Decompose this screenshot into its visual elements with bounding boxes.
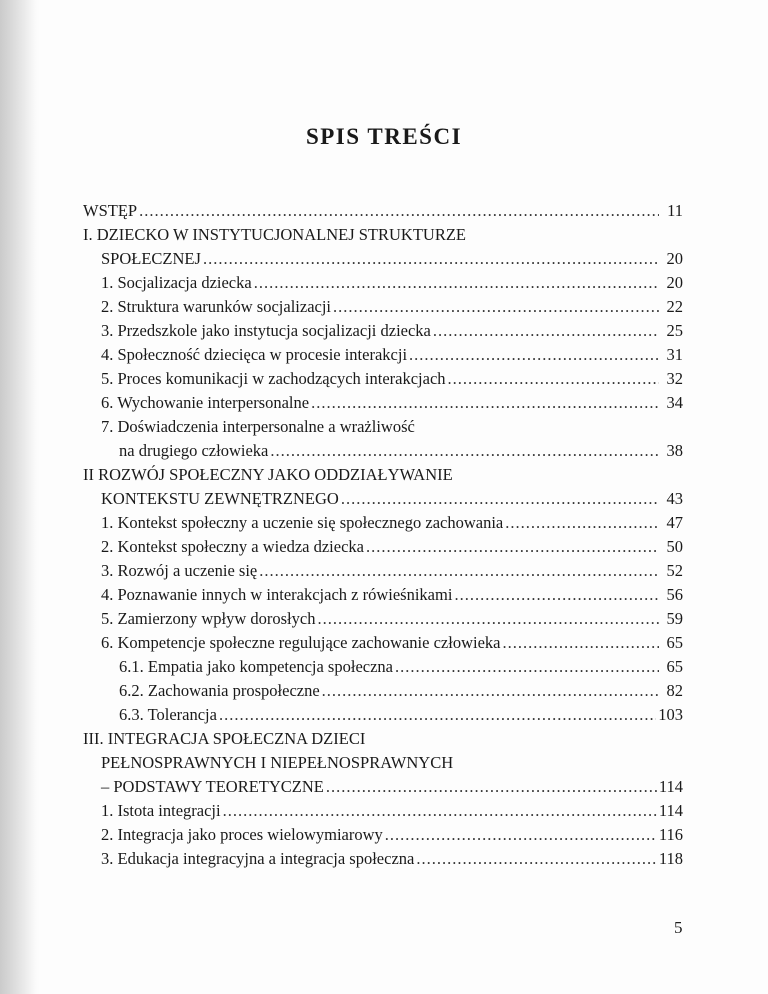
toc-entry bbox=[83, 199, 683, 223]
toc-entry bbox=[83, 631, 683, 655]
toc-page-number: 34 bbox=[666, 393, 683, 412]
toc-page-number: 38 bbox=[666, 441, 683, 460]
toc-heading-line bbox=[83, 751, 683, 775]
toc-entry bbox=[83, 271, 683, 295]
toc-entry-label: 6. Wychowanie interpersonalne bbox=[101, 393, 310, 412]
toc-entry bbox=[83, 847, 683, 871]
toc-leader-dots bbox=[259, 559, 659, 583]
toc-entry-label: 6. Kompetencje społeczne regulujące zachowanie człowieka bbox=[101, 633, 501, 652]
toc-entry-label: 3. Rozwój a uczenie się bbox=[101, 561, 258, 580]
toc-entry-label: 6.2. Zachowania prospołeczne bbox=[119, 681, 320, 700]
toc-page-number: 22 bbox=[666, 297, 683, 316]
toc-page-number: 114 bbox=[658, 801, 683, 820]
toc-entry bbox=[83, 319, 683, 343]
toc-leader-dots bbox=[395, 655, 659, 679]
toc-page-number: 65 bbox=[666, 633, 683, 652]
toc-entry-label: 2. Struktura warunków socjalizacji bbox=[101, 297, 332, 316]
toc-page-number: 25 bbox=[666, 321, 683, 340]
page-number: 5 bbox=[674, 918, 683, 937]
toc-entry-label: 5. Zamierzony wpływ dorosłych bbox=[101, 609, 316, 628]
toc-page-number: 65 bbox=[666, 657, 683, 676]
toc-page-number: 103 bbox=[658, 705, 683, 724]
toc-entry-label: 6.1. Empatia jako kompetencja społeczna bbox=[119, 657, 393, 676]
toc-entry bbox=[83, 295, 683, 319]
toc-entry-label: WSTĘP bbox=[83, 201, 138, 220]
toc-heading-line bbox=[83, 415, 683, 439]
toc-leader-dots bbox=[502, 631, 659, 655]
page-title: SPIS TREŚCI bbox=[305, 124, 463, 149]
toc-entry bbox=[83, 607, 683, 631]
toc-entry-label: 1. Istota integracji bbox=[101, 801, 221, 820]
toc-entry bbox=[83, 535, 683, 559]
toc-leader-dots bbox=[317, 607, 659, 631]
toc-leader-dots bbox=[254, 271, 659, 295]
toc-entry bbox=[83, 703, 683, 727]
toc-entry-label: 2. Kontekst społeczny a wiedza dziecka bbox=[101, 537, 364, 556]
toc-entry-label: III. INTEGRACJA SPOŁECZNA DZIECI bbox=[83, 729, 366, 748]
toc-entry-label: 3. Przedszkole jako instytucja socjalizacji dziecka bbox=[101, 321, 431, 340]
toc-entry-label: 3. Edukacja integracyjna a integracja społeczna bbox=[101, 849, 415, 868]
toc-entry-label: na drugiego człowieka bbox=[119, 441, 269, 460]
toc-page-number: 20 bbox=[666, 249, 683, 268]
toc-page-number: 116 bbox=[658, 825, 683, 844]
toc-heading-line bbox=[83, 223, 683, 247]
toc-leader-dots bbox=[366, 535, 659, 559]
toc-leader-dots bbox=[505, 511, 659, 535]
toc-leader-dots bbox=[223, 799, 657, 823]
toc-page-number: 32 bbox=[666, 369, 683, 388]
toc-entry bbox=[83, 679, 683, 703]
toc-heading-line bbox=[83, 727, 683, 751]
toc-leader-dots bbox=[448, 367, 659, 391]
toc-leader-dots bbox=[203, 247, 659, 271]
toc-leader-dots bbox=[416, 847, 657, 871]
toc-page-number: 31 bbox=[666, 345, 683, 364]
toc-entry bbox=[83, 511, 683, 535]
toc-page-number: 11 bbox=[667, 201, 683, 220]
toc-entry-label: 4. Społeczność dziecięca w procesie interakcji bbox=[101, 345, 408, 364]
toc-entry-label: II ROZWÓJ SPOŁECZNY JAKO ODDZIAŁYWANIE bbox=[83, 465, 453, 484]
toc-entry bbox=[83, 799, 683, 823]
toc-leader-dots bbox=[341, 487, 659, 511]
toc-leader-dots bbox=[139, 199, 659, 223]
toc-leader-dots bbox=[322, 679, 659, 703]
toc-heading-line bbox=[83, 463, 683, 487]
toc-leader-dots bbox=[454, 583, 659, 607]
toc-leader-dots bbox=[311, 391, 659, 415]
toc-entry-label: KONTEKSTU ZEWNĘTRZNEGO bbox=[101, 489, 339, 508]
toc-leader-dots bbox=[270, 439, 659, 463]
toc-page-number: 56 bbox=[666, 585, 683, 604]
toc-entry-label: 1. Kontekst społeczny a uczenie się społecznego zachowania bbox=[101, 513, 504, 532]
toc-entry bbox=[83, 247, 683, 271]
toc-page-number: 43 bbox=[666, 489, 683, 508]
toc-entry bbox=[83, 439, 683, 463]
toc-entry bbox=[83, 367, 683, 391]
toc-entry bbox=[83, 559, 683, 583]
toc-entry bbox=[83, 655, 683, 679]
toc-entry-label: I. DZIECKO W INSTYTUCJONALNEJ STRUKTURZE bbox=[83, 225, 466, 244]
toc-entry-label: 7. Doświadczenia interpersonalne a wrażliwość bbox=[101, 417, 415, 436]
toc-entry-label: PEŁNOSPRAWNYCH I NIEPEŁNOSPRAWNYCH bbox=[101, 753, 454, 772]
toc-entry bbox=[83, 583, 683, 607]
toc-page-number: 47 bbox=[666, 513, 683, 532]
toc-entry bbox=[83, 343, 683, 367]
toc-page-number: 50 bbox=[666, 537, 683, 556]
toc-entry bbox=[83, 775, 683, 799]
toc-entry-label: 2. Integracja jako proces wielowymiarowy bbox=[101, 825, 383, 844]
toc-leader-dots bbox=[433, 319, 659, 343]
toc-entry-label: 4. Poznawanie innych w interakcjach z rówieśnikami bbox=[101, 585, 453, 604]
toc-entry-label: 6.3. Tolerancja bbox=[119, 705, 217, 724]
toc-leader-dots bbox=[326, 775, 657, 799]
toc-entry bbox=[83, 487, 683, 511]
toc-page-number: 52 bbox=[666, 561, 683, 580]
toc-entry-label: – PODSTAWY TEORETYCZNE bbox=[101, 777, 324, 796]
toc-entry-label: 1. Socjalizacja dziecka bbox=[101, 273, 252, 292]
table-of-contents bbox=[83, 199, 683, 871]
toc-page-number: 20 bbox=[666, 273, 683, 292]
toc-entry bbox=[83, 391, 683, 415]
toc-leader-dots bbox=[409, 343, 659, 367]
toc-entry-label: 5. Proces komunikacji w zachodzących interakcjach bbox=[101, 369, 446, 388]
toc-entry-label: SPOŁECZNEJ bbox=[101, 249, 201, 268]
toc-page-number: 59 bbox=[666, 609, 683, 628]
toc-page-number: 114 bbox=[658, 777, 683, 796]
toc-leader-dots bbox=[333, 295, 659, 319]
toc-entry bbox=[83, 823, 683, 847]
toc-leader-dots bbox=[219, 703, 656, 727]
toc-page-number: 82 bbox=[666, 681, 683, 700]
toc-page-number: 118 bbox=[658, 849, 683, 868]
toc-leader-dots bbox=[385, 823, 657, 847]
